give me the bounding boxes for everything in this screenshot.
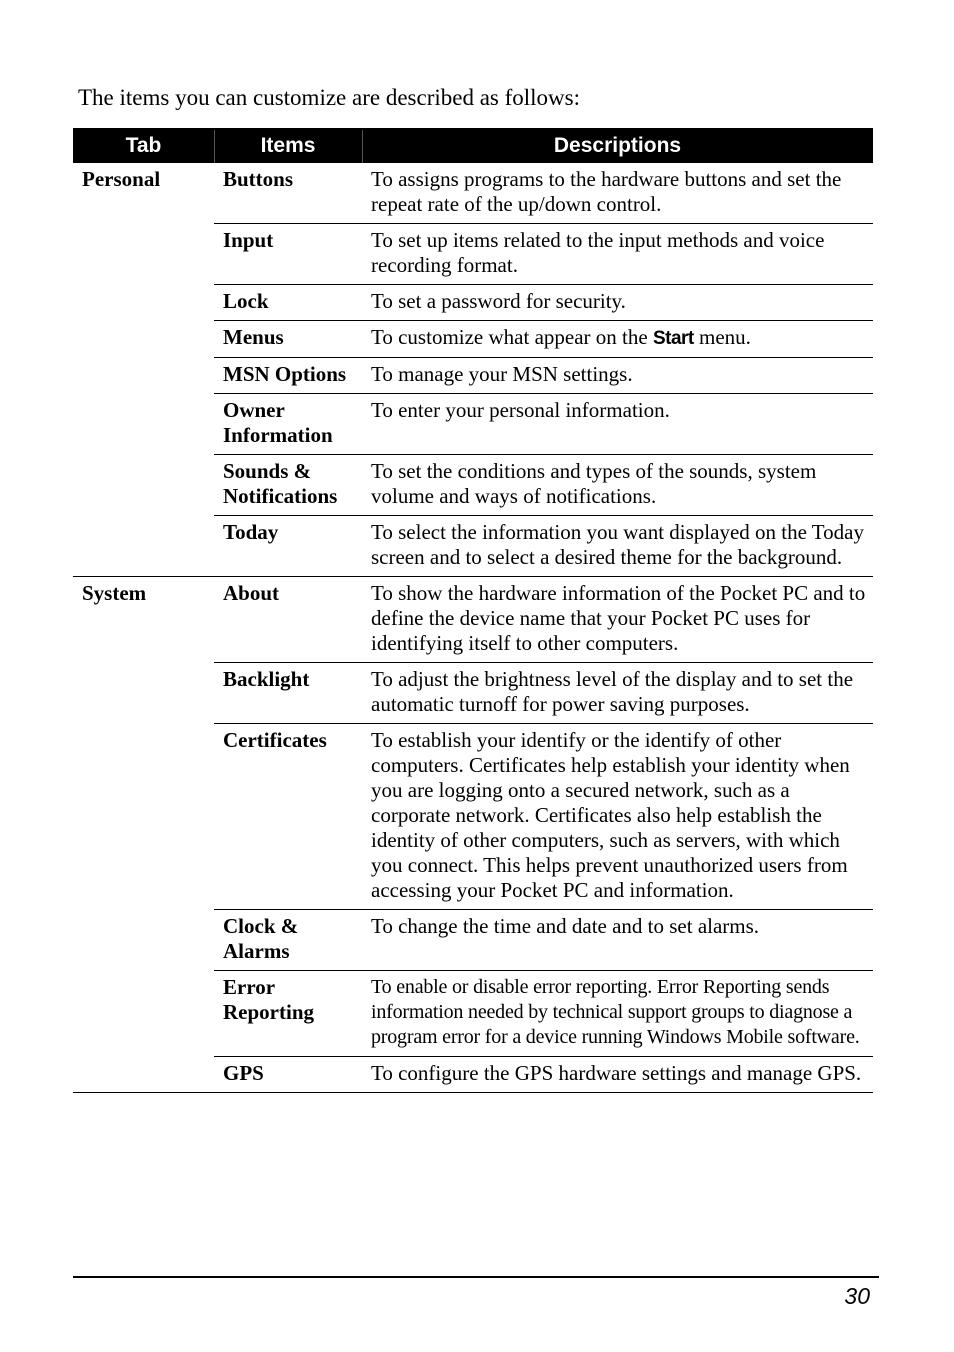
table-row xyxy=(214,577,873,662)
table-row xyxy=(214,357,873,393)
item-name: Today xyxy=(223,520,279,544)
header-divider xyxy=(214,130,215,163)
section-personal xyxy=(73,163,873,576)
item-description: To manage your MSN settings. xyxy=(371,362,633,386)
header-divider xyxy=(362,130,363,163)
item-description: To enable or disable error reporting. Error Reporting sends information needed by technical support groups to diagnose a program error for a device running Windows Mobile software. xyxy=(371,976,860,1048)
item-name: Menus xyxy=(223,325,284,349)
tab-label-system: System xyxy=(82,581,147,605)
table-row xyxy=(214,515,873,576)
item-description: To select the information you want displayed on the Today screen and to select a desired theme for the background. xyxy=(371,520,864,569)
item-description: To show the hardware information of the Pocket PC and to define the device name that your Pocket PC uses for identifying itself to other computers. xyxy=(371,581,866,655)
item-name: Clock & Alarms xyxy=(223,914,299,963)
item-description: To set the conditions and types of the sounds, system volume and ways of notifications. xyxy=(371,459,817,508)
settings-table xyxy=(73,128,873,1093)
item-description: To assigns programs to the hardware buttons and set the repeat rate of the up/down control. xyxy=(371,167,842,216)
item-description: To set up items related to the input methods and voice recording format. xyxy=(371,228,825,277)
start-menu-label: Start xyxy=(652,328,694,349)
item-description: To configure the GPS hardware settings and manage GPS. xyxy=(371,1061,862,1085)
item-name: Sounds & Notifications xyxy=(223,459,338,508)
item-description: To enter your personal information. xyxy=(371,398,670,422)
section-system xyxy=(73,576,873,1092)
item-name: Owner Information xyxy=(223,398,333,447)
item-name: GPS xyxy=(223,1061,264,1085)
intro-text: The items you can customize are described as follows: xyxy=(78,85,581,110)
table-row xyxy=(214,1056,873,1092)
item-name: Lock xyxy=(223,289,269,313)
table-row xyxy=(214,223,873,284)
item-description: To set a password for security. xyxy=(371,289,626,313)
item-name: Buttons xyxy=(223,167,294,191)
tab-label-personal: Personal xyxy=(82,167,161,191)
table-row xyxy=(214,393,873,454)
table-row xyxy=(214,320,873,357)
desc-text: menu. xyxy=(693,325,751,349)
footer-rule xyxy=(73,1276,879,1278)
table-row xyxy=(214,284,873,320)
item-description: To establish your identify or the identify of other computers. Certificates help establish your identity when you are logging onto a secured network, such as a corporate network. Certificates also help establish the identity of other computers, such as servers, with which you connect. This helps prevent unauthorized users from accessing your Pocket PC and information. xyxy=(371,728,850,902)
header-items: Items xyxy=(260,134,316,157)
table-row xyxy=(214,909,873,970)
item-name: Backlight xyxy=(223,667,310,691)
header-tab: Tab xyxy=(125,134,162,157)
item-description xyxy=(360,321,871,357)
item-name: MSN Options xyxy=(223,362,347,386)
item-name: Error Reporting xyxy=(223,975,314,1024)
desc-text: To customize what appear on the xyxy=(371,325,653,349)
item-name: Input xyxy=(223,228,274,252)
table-row xyxy=(214,163,873,223)
table-row xyxy=(214,454,873,515)
table-row xyxy=(214,970,873,1056)
item-name: About xyxy=(223,581,280,605)
item-description: To adjust the brightness level of the display and to set the automatic turnoff for power saving purposes. xyxy=(371,667,854,716)
item-name: Certificates xyxy=(223,728,327,752)
table-header xyxy=(73,128,873,163)
table-bottom-rule xyxy=(73,1092,873,1093)
page-number: 30 xyxy=(844,1283,870,1309)
item-description: To change the time and date and to set alarms. xyxy=(371,914,760,938)
table-row xyxy=(214,662,873,723)
header-descriptions: Descriptions xyxy=(553,134,682,157)
table-row xyxy=(214,723,873,909)
